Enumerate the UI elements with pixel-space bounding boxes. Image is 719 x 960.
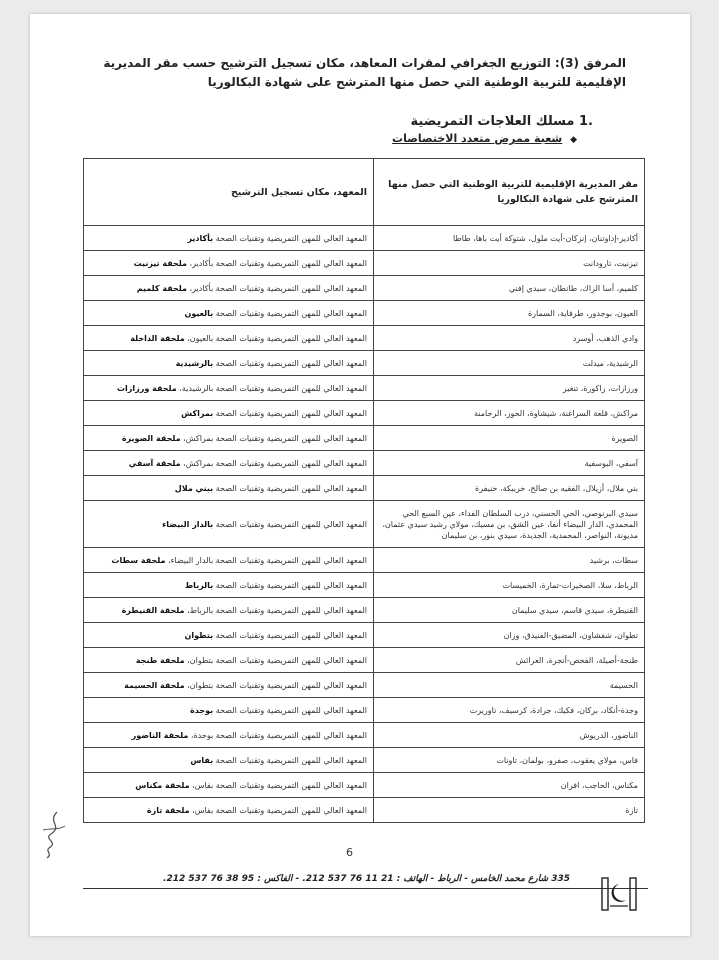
bullet-diamond-icon: ◆ xyxy=(570,135,577,145)
institute-name: المعهد العالي للمهن التمريضية وتقنيات الصحة بأكادير، xyxy=(189,283,367,293)
institute-location: ملحقة تيزنيت xyxy=(133,258,187,268)
table-row xyxy=(84,226,645,251)
institute-location: ملحقة تازة xyxy=(146,805,190,815)
institute-cell xyxy=(84,548,374,573)
institute-cell xyxy=(84,451,374,476)
directorate-cell: سيدي البرنوصي، الحي الحسني، درب السلطان الفداء، عين السبع الحي المحمدي، الدار البيضاء أنفا، عين الشق، بن مسيك، مولاي رشيد سيدي عثمان، مديونة، النواصر، المحمدية، الجديدة، سيدي بنور، بن سليمان xyxy=(374,501,645,548)
table-row xyxy=(84,351,645,376)
directorate-cell: كلميم، أسا الزاك، طانطان، سيدي إفني xyxy=(374,276,645,301)
institute-cell xyxy=(84,301,374,326)
institute-location: ملحقة مكناس xyxy=(135,780,190,790)
page-number: 6 xyxy=(346,846,353,859)
table-row xyxy=(84,276,645,301)
institute-name: المعهد العالي للمهن التمريضية وتقنيات الصحة بفاس، xyxy=(192,780,367,790)
institute-location: بمراكش xyxy=(181,408,214,418)
institute-location: ملحقة الناضور xyxy=(131,730,189,740)
section-number: .1 xyxy=(579,114,593,129)
institute-name: المعهد العالي للمهن التمريضية وتقنيات الصحة بالدار البيضاء، xyxy=(168,555,367,565)
table-row xyxy=(84,748,645,773)
table-row xyxy=(84,426,645,451)
institute-cell xyxy=(84,376,374,401)
institute-cell xyxy=(84,326,374,351)
institute-name: المعهد العالي للمهن التمريضية وتقنيات الصحة xyxy=(215,358,367,368)
section-title-text: مسلك العلاجات التمريضية xyxy=(410,114,575,129)
table-row xyxy=(84,598,645,623)
institute-cell xyxy=(84,426,374,451)
directorate-cell: وجدة-أنكاد، بركان، فكيك، جرادة، كرسيف، تاوريرت xyxy=(374,698,645,723)
table-row xyxy=(84,573,645,598)
footer-cut-line xyxy=(90,906,570,911)
institute-location: ملحقة الصويرة xyxy=(121,433,181,443)
institute-location: بالرباط xyxy=(184,580,214,590)
institute-location: بفاس xyxy=(190,755,214,765)
table-row xyxy=(84,301,645,326)
directorate-cell: أكادير-إداوتنان، إنزكان-أيت ملول، شتوكة أيت باها، طاطا xyxy=(374,226,645,251)
institute-cell xyxy=(84,276,374,301)
table-row xyxy=(84,501,645,548)
directorate-cell: تطوان، شفشاون، المضيق-الفنيدق، وزان xyxy=(374,623,645,648)
directorate-cell: الرشيدية، ميدلت xyxy=(374,351,645,376)
institute-location: ملحقة الداخلة xyxy=(130,333,185,343)
directorate-cell: وادي الذهب، أوسرد xyxy=(374,326,645,351)
institute-name: المعهد العالي للمهن التمريضية وتقنيات الصحة بتطوان، xyxy=(187,655,367,665)
table-row xyxy=(84,548,645,573)
table-row xyxy=(84,723,645,748)
institute-name: المعهد العالي للمهن التمريضية وتقنيات الصحة بمراكش، xyxy=(183,433,367,443)
institute-cell xyxy=(84,623,374,648)
table-row xyxy=(84,648,645,673)
institute-name: المعهد العالي للمهن التمريضية وتقنيات الصحة بأكادير، xyxy=(189,258,367,268)
institute-cell xyxy=(84,723,374,748)
directorate-cell: ورزازات، زاكورة، تنغير xyxy=(374,376,645,401)
table-row xyxy=(84,476,645,501)
section-subtitle xyxy=(392,132,577,145)
institute-location: ملحقة آسفي xyxy=(128,458,181,468)
institute-cell xyxy=(84,598,374,623)
directorate-cell: طنجة-أصيلة، الفحص-أنجرة، العرائش xyxy=(374,648,645,673)
institute-cell xyxy=(84,648,374,673)
institute-name: المعهد العالي للمهن التمريضية وتقنيات الصحة بالرباط، xyxy=(187,605,367,615)
table-header-row xyxy=(84,159,645,226)
institute-cell xyxy=(84,226,374,251)
institute-cell xyxy=(84,573,374,598)
directorate-cell: الناضور، الدريوش xyxy=(374,723,645,748)
institute-name: المعهد العالي للمهن التمريضية وتقنيات الصحة xyxy=(215,755,367,765)
institute-name: المعهد العالي للمهن التمريضية وتقنيات الصحة بالعيون، xyxy=(187,333,367,343)
directorate-cell: العيون، بوجدور، طرفاية، السمارة xyxy=(374,301,645,326)
table-row xyxy=(84,673,645,698)
institute-location: بالعيون xyxy=(184,308,214,318)
institute-name: المعهد العالي للمهن التمريضية وتقنيات الصحة xyxy=(215,408,367,418)
document-page xyxy=(30,14,690,936)
section-title xyxy=(411,114,593,129)
institute-location: ملحقة الحسيمة xyxy=(124,680,185,690)
directorate-cell: مراكش، قلعة السراغنة، شيشاوة، الحوز، الرحامنة xyxy=(374,401,645,426)
directorate-cell: الصويرة xyxy=(374,426,645,451)
institute-cell xyxy=(84,698,374,723)
institute-name: المعهد العالي للمهن التمريضية وتقنيات الصحة xyxy=(215,705,367,715)
institute-location: بالرشيدية xyxy=(175,358,214,368)
institute-name: المعهد العالي للمهن التمريضية وتقنيات الصحة بالرشيدية، xyxy=(179,383,367,393)
section-subtitle-text: شعبة ممرض متعدد الاختصاصات xyxy=(392,132,563,145)
directorate-cell: سطات، برشيد xyxy=(374,548,645,573)
table-row xyxy=(84,251,645,276)
directorate-cell: القنيطرة، سيدي قاسم، سيدي سليمان xyxy=(374,598,645,623)
institute-name: المعهد العالي للمهن التمريضية وتقنيات الصحة xyxy=(215,308,367,318)
institute-cell xyxy=(84,351,374,376)
institute-name: المعهد العالي للمهن التمريضية وتقنيات الصحة بمراكش، xyxy=(183,458,367,468)
header-directorate: مقر المديرية الإقليمية للتربية الوطنية التي حصل منها المترشح على شهادة البكالوريا xyxy=(374,159,645,226)
directorate-cell: مكناس، الحاجب، افران xyxy=(374,773,645,798)
institute-name: المعهد العالي للمهن التمريضية وتقنيات الصحة بوجدة، xyxy=(190,730,367,740)
table-row xyxy=(84,451,645,476)
institute-location: ملحقة سطات xyxy=(111,555,166,565)
table-row xyxy=(84,798,645,823)
institute-cell xyxy=(84,476,374,501)
institute-name: المعهد العالي للمهن التمريضية وتقنيات الصحة xyxy=(215,580,367,590)
institute-cell xyxy=(84,501,374,548)
table-row xyxy=(84,326,645,351)
institute-cell xyxy=(84,401,374,426)
directorate-cell: فاس، مولاي يعقوب، صفرو، بولمان، تاونات xyxy=(374,748,645,773)
directorate-cell: آسفي، اليوسفية xyxy=(374,451,645,476)
institute-location: بوجدة xyxy=(190,705,214,715)
institute-location: ملحقة القنيطرة xyxy=(121,605,185,615)
table-row xyxy=(84,773,645,798)
directorate-cell: تازة xyxy=(374,798,645,823)
institute-cell xyxy=(84,673,374,698)
institute-cell xyxy=(84,251,374,276)
institute-location: ملحقة طنجة xyxy=(135,655,185,665)
handwritten-signature xyxy=(37,808,71,860)
directorate-cell: الحسيمة xyxy=(374,673,645,698)
institute-cell xyxy=(84,773,374,798)
institute-cell xyxy=(84,798,374,823)
table-row xyxy=(84,623,645,648)
institute-name: المعهد العالي للمهن التمريضية وتقنيات الصحة xyxy=(215,630,367,640)
institute-name: المعهد العالي للمهن التمريضية وتقنيات الصحة xyxy=(215,519,367,529)
institute-name: المعهد العالي للمهن التمريضية وتقنيات الصحة بتطوان، xyxy=(187,680,367,690)
institute-location: بأكادير xyxy=(187,233,214,243)
ministry-logo xyxy=(600,876,638,912)
institutes-table xyxy=(83,158,645,823)
page-heading: المرفق (3): التوزيع الجغرافي لمقرات المعاهد، مكان تسجيل الترشيح حسب مقر المديرية الإقليمية للتربية الوطنية التي حصل منها المترشح على شهادة البكالوريا xyxy=(103,56,626,89)
institute-location: ملحقة ورزازات xyxy=(117,383,177,393)
header-institute: المعهد، مكان تسجيل الترشيح xyxy=(84,159,374,226)
institute-name: المعهد العالي للمهن التمريضية وتقنيات الصحة xyxy=(215,233,367,243)
table-row xyxy=(84,401,645,426)
footer-divider xyxy=(83,888,648,889)
institute-cell xyxy=(84,748,374,773)
institute-location: ملحقة كلميم xyxy=(136,283,187,293)
institute-location: بالدار البيضاء xyxy=(162,519,214,529)
institute-name: المعهد العالي للمهن التمريضية وتقنيات الصحة xyxy=(215,483,367,493)
table-row xyxy=(84,376,645,401)
institute-name: المعهد العالي للمهن التمريضية وتقنيات الصحة بفاس، xyxy=(192,805,367,815)
directorate-cell: الرباط، سلا، الصخيرات-تمارة، الخميسات xyxy=(374,573,645,598)
table-row xyxy=(84,698,645,723)
directorate-cell: بني ملال، أزيلال، الفقيه بن صالح، خريبكة، خنيفرة xyxy=(374,476,645,501)
institute-location: بتطوان xyxy=(184,630,214,640)
footer-address: 335 شارع محمد الخامس - الرباط - الهاتف : 21 11 76 537 212. - الفاكس : 95 38 76 537 212. xyxy=(163,874,570,884)
directorate-cell: تيزنيت، تارودانت xyxy=(374,251,645,276)
institute-location: ببني ملال xyxy=(174,483,214,493)
